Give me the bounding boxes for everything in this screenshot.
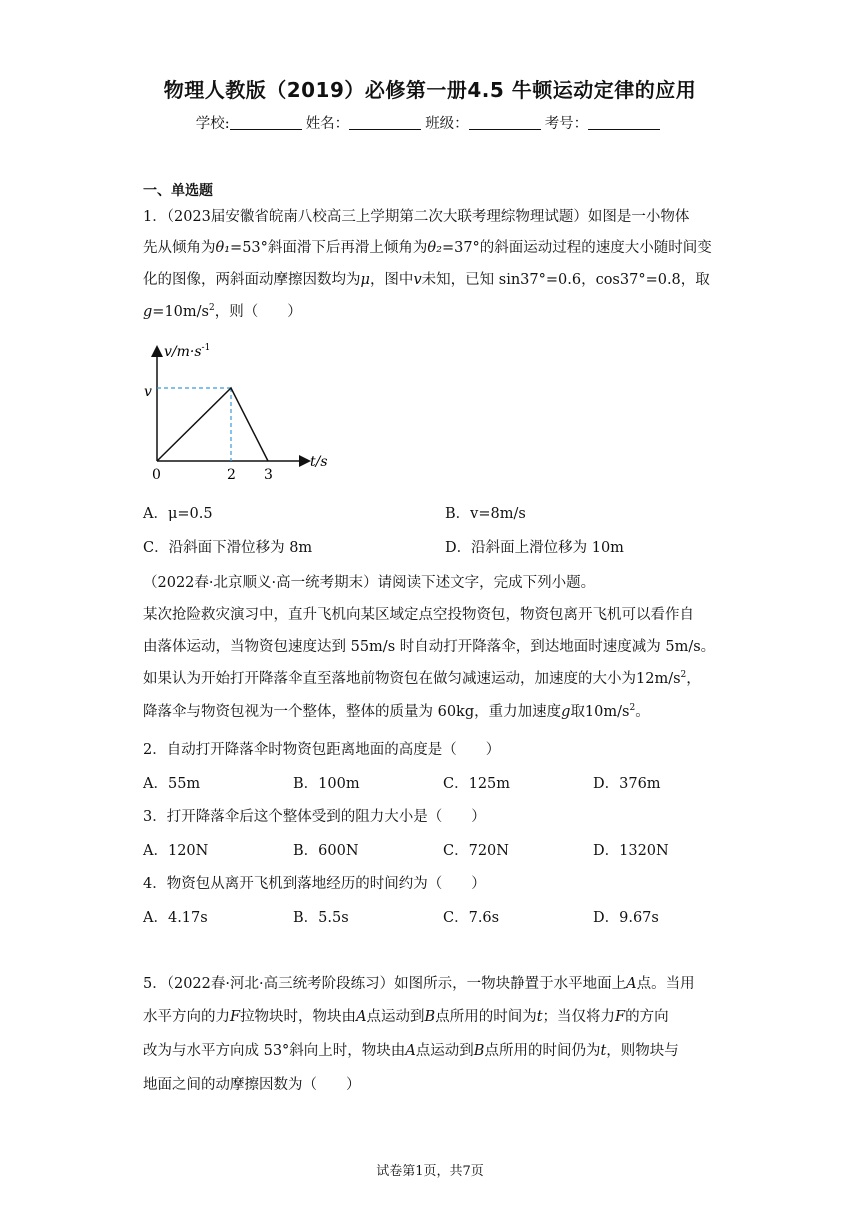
class-label: 班级： — [425, 116, 469, 132]
q1-option-c[interactable]: C．沿斜面下滑位移为 8m — [143, 540, 313, 556]
q4-option-a[interactable]: A．4.17s — [143, 910, 208, 926]
passage-line-3: 如果认为开始打开降落伞直至落地前物资包在做匀减速运动，加速度的大小为$12m/s^2$， — [143, 670, 701, 687]
page-footer: 试卷第1页，共7页 — [376, 1164, 484, 1179]
school-blank[interactable] — [230, 115, 302, 130]
q1-option-b[interactable]: B．v=8m/s — [445, 506, 526, 522]
q3-option-c[interactable]: C．720N — [443, 843, 509, 859]
page-title: 物理人教版（2019）必修第一册4.5 牛顿运动定律的应用 — [163, 78, 697, 102]
section-heading: 一、单选题 — [143, 183, 213, 199]
name-blank[interactable] — [349, 115, 421, 130]
q2-stem: 2．自动打开降落伞时物资包距离地面的高度是（ ） — [143, 742, 501, 758]
y-axis-label: $v/m\cdot s^{-1}$ — [164, 343, 211, 360]
q4-option-d[interactable]: D．9.67s — [593, 910, 659, 926]
q1-line-4: $g=10m/s^2$，则（ ） — [143, 303, 302, 320]
v-tick-label: v — [144, 384, 152, 400]
q1-option-a[interactable]: A．μ=0.5 — [143, 506, 213, 522]
q5-line-2: 水平方向的力F拉物块时，物块由A点运动到B点所用的时间为t；当仅将力F的方向 — [143, 1009, 669, 1025]
q3-option-d[interactable]: D．1320N — [593, 843, 669, 859]
passage-line-1: 某次抢险救灾演习中，直升飞机向某区域定点空投物资包，物资包离开飞机可以看作自 — [143, 607, 694, 623]
q3-option-a[interactable]: A．120N — [143, 843, 209, 859]
q3-stem: 3．打开降落伞后这个整体受到的阻力大小是（ ） — [143, 809, 486, 825]
q2-option-a[interactable]: A．55m — [143, 776, 201, 792]
exam-no-label: 考号： — [544, 116, 589, 132]
series-line — [157, 388, 268, 461]
q2-option-b[interactable]: B．100m — [293, 776, 360, 792]
name-label: 姓名： — [305, 116, 350, 132]
q5-line-3: 改为与水平方向成 53°斜向上时，物块由A点运动到B点所用的时间仍为t，则物块与 — [143, 1043, 679, 1059]
school-label: 学校: — [195, 116, 230, 132]
q2-option-c[interactable]: C．125m — [443, 776, 511, 792]
q4-option-b[interactable]: B．5.5s — [293, 910, 349, 926]
q4-stem: 4．物资包从离开飞机到落地经历的时间约为（ ） — [143, 876, 486, 892]
x-axis-label: t/s — [310, 454, 328, 470]
q1-line-3: 化的图像，两斜面动摩擦因数均为μ，图中v未知，已知 sin37°=0.6，cos37°=0.8，取 — [143, 272, 710, 288]
student-info-line — [0, 112, 860, 133]
velocity-time-graph — [140, 338, 340, 488]
q3-option-b[interactable]: B．600N — [293, 843, 359, 859]
q1-line-1: 1．（2023届安徽省皖南八校高三上学期第二次大联考理综物理试题）如图是一小物体 — [143, 209, 690, 225]
passage-line-2: 由落体运动，当物资包速度达到 55m/s 时自动打开降落伞，到达地面时速度减为 5m/s。 — [143, 639, 716, 655]
q5-line-4: 地面之间的动摩擦因数为（ ） — [143, 1077, 361, 1093]
q4-option-c[interactable]: C．7.6s — [443, 910, 500, 926]
passage-source: （2022春·北京顺义·高一统考期末）请阅读下述文字，完成下列小题。 — [143, 575, 596, 591]
q1-line-2: 先从倾角为θ₁=53°斜面滑下后再滑上倾角为θ₂=37°的斜面运动过程的速度大小随时间变 — [143, 240, 712, 256]
q2-option-d[interactable]: D．376m — [593, 776, 661, 792]
x-tick-label: 3 — [264, 467, 273, 483]
x-tick-label: 2 — [227, 467, 236, 483]
q1-option-d[interactable]: D．沿斜面上滑位移为 10m — [445, 540, 624, 556]
q5-line-1: 5．（2022春·河北·高三统考阶段练习）如图所示，一物块静置于水平地面上A点。当用 — [143, 976, 695, 992]
exam-no-blank[interactable] — [588, 115, 660, 130]
origin-label: 0 — [152, 467, 161, 483]
passage-line-4: 降落伞与物资包视为一个整体，整体的质量为 60kg，重力加速度g取$10m/s^2$。 — [143, 703, 650, 720]
class-blank[interactable] — [469, 115, 541, 130]
